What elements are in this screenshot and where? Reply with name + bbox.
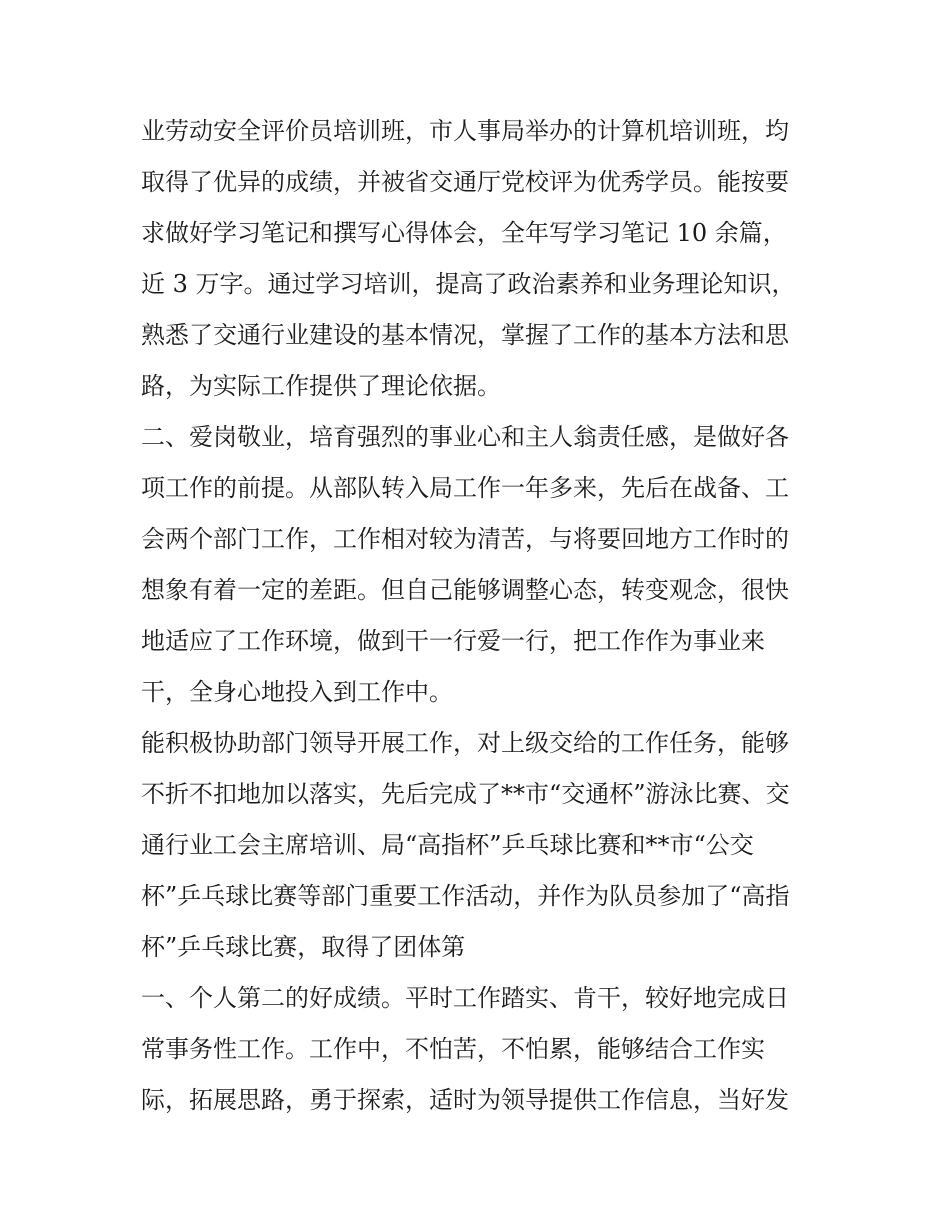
text-line-11: 地适应了工作环境，做到干一行爱一行，把工作作为事业来 <box>141 627 765 655</box>
text-line-17: 杯”乒乓球比赛，取得了团体第 <box>141 933 466 961</box>
text-line-2: 取得了优异的成绩，并被省交通厅党校评为优秀学员。能按要 <box>141 168 789 196</box>
text-line-10: 想象有着一定的差距。但自己能够调整心态，转变观念，很快 <box>141 576 789 604</box>
text-line-15: 通行业工会主席培训、局“高指杯”乒乓球比赛和**市“公交 <box>141 831 754 859</box>
text-line-16: 杯”乒乓球比赛等部门重要工作活动，并作为队员参加了“高指 <box>141 882 790 910</box>
text-line-7: 二、爱岗敬业，培育强烈的事业心和主人翁责任感，是做好各 <box>141 423 789 451</box>
text-line-14: 不折不扣地加以落实，先后完成了**市“交通杯”游泳比赛、交 <box>141 780 790 808</box>
text-line-18: 一、个人第二的好成绩。平时工作踏实、肯干，较好地完成日 <box>141 984 789 1012</box>
text-line-8: 项工作的前提。从部队转入局工作一年多来，先后在战备、工 <box>141 474 789 502</box>
text-line-6: 路，为实际工作提供了理论依据。 <box>141 372 501 400</box>
text-line-4: 近 3 万字。通过学习培训，提高了政治素养和业务理论知识， <box>141 270 796 298</box>
text-line-12: 干，全身心地投入到工作中。 <box>141 678 453 706</box>
text-line-13: 能积极协助部门领导开展工作，对上级交给的工作任务，能够 <box>141 729 789 757</box>
text-line-19: 常事务性工作。工作中，不怕苦，不怕累，能够结合工作实 <box>141 1035 765 1063</box>
text-line-20: 际，拓展思路，勇于探索，适时为领导提供工作信息，当好发 <box>141 1086 789 1114</box>
text-line-3: 求做好学习笔记和撰写心得体会，全年写学习笔记 10 余篇， <box>141 219 787 247</box>
text-line-9: 会两个部门工作，工作相对较为清苦，与将要回地方工作时的 <box>141 525 789 553</box>
text-line-1: 业劳动安全评价员培训班，市人事局举办的计算机培训班，均 <box>141 117 789 145</box>
document-body <box>141 106 821 1126</box>
text-line-5: 熟悉了交通行业建设的基本情况，掌握了工作的基本方法和思 <box>141 321 789 349</box>
